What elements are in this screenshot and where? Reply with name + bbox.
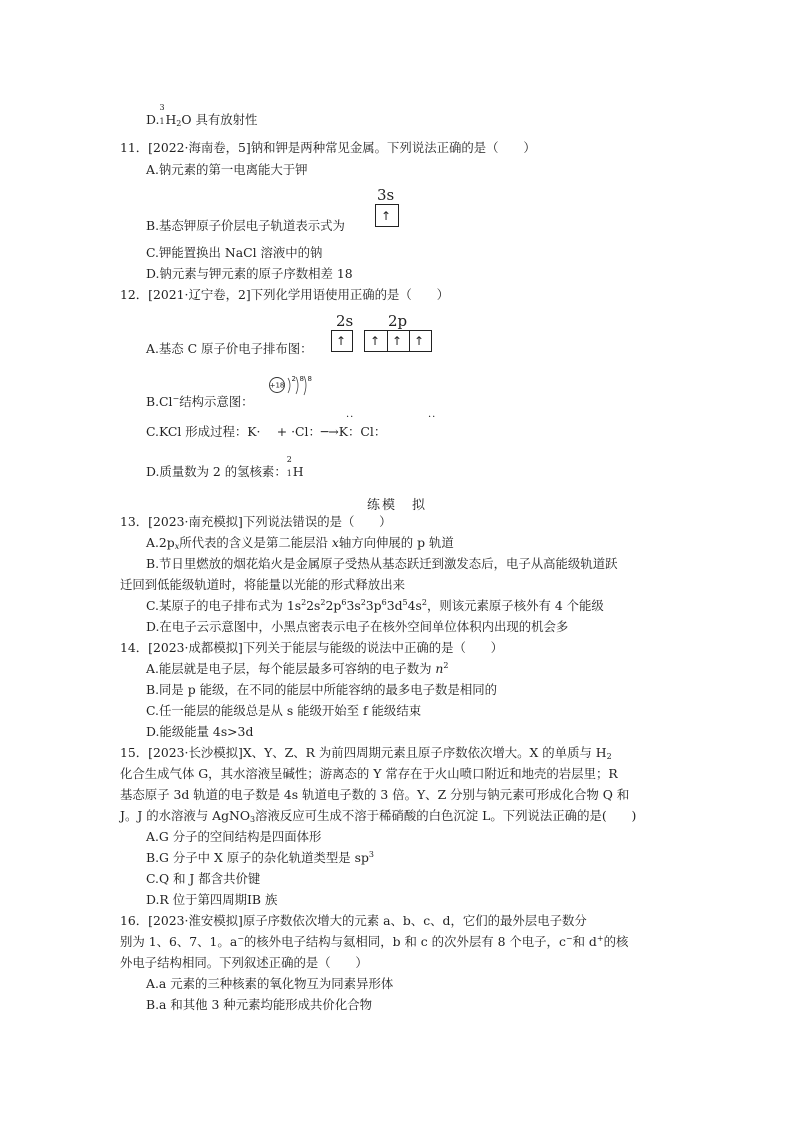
shell-electron-count: 8 <box>299 375 304 383</box>
config-term: 3d <box>386 598 403 613</box>
spin-up-arrow-icon: ↑ <box>392 334 403 348</box>
config-electron-count: 2 <box>320 598 326 607</box>
electron-configuration <box>287 598 427 613</box>
q15-stem-line1 <box>120 745 612 761</box>
q15-option-b <box>146 850 374 866</box>
q12-option-c <box>146 424 386 440</box>
config-electron-count: 2 <box>421 598 427 607</box>
config-term: 4s <box>407 598 422 613</box>
config-electron-count: 6 <box>381 598 387 607</box>
q12-2p-label: 2p <box>388 312 408 330</box>
q16-option-b: B.a 和其他 3 种元素均能形成共价化合物 <box>146 997 372 1012</box>
element-symbol: H <box>165 112 177 127</box>
stem-text: 和 d <box>572 934 597 949</box>
q15-stem-line4 <box>120 808 636 824</box>
element-symbol: Cl <box>295 424 309 439</box>
config-electron-count: 2 <box>360 598 366 607</box>
config-electron-count: 2 <box>301 598 307 607</box>
superscript: − <box>565 934 573 943</box>
subscript: 2 <box>606 752 612 761</box>
q14-option-a <box>146 661 449 677</box>
italic-var: n <box>435 661 444 676</box>
q14-stem: 14．[2023·成都模拟]下列关于能层与能级的说法中正确的是（ ） <box>120 640 504 655</box>
q11-orbital-label: 3s <box>377 186 395 204</box>
spin-up-arrow-icon: ↑ <box>414 334 425 348</box>
option-text: A.2p <box>146 535 175 550</box>
superscript: 2 <box>443 661 449 670</box>
q13-option-b-line2: 迁回到低能级轨道时，将能量以光能的形式释放出来 <box>120 577 405 592</box>
nucleus-charge: +18 <box>269 381 285 390</box>
q10-option-d <box>146 103 258 128</box>
option-text: 结构示意图： <box>179 394 254 409</box>
q15-option-a: A.G 分子的空间结构是四面体形 <box>146 829 322 844</box>
config-term: 3p <box>365 598 382 613</box>
q12-2s-box <box>331 330 353 352</box>
q16-stem-line2 <box>120 934 628 950</box>
q11-option-d: D.钠元素与钾元素的原子序数相差 18 <box>146 266 353 281</box>
q14-option-d: D.能级能量 4s>3d <box>146 724 254 739</box>
option-text: A.能层就是电子层，每个能层最多可容纳的电子数为 <box>146 661 436 676</box>
q13-option-c <box>146 598 604 614</box>
lone-pair-dots: ·· <box>428 412 437 423</box>
section-title: 练模 拟 <box>366 498 427 513</box>
q11-orbital-box <box>375 204 399 227</box>
lone-pair-dots: ·· <box>346 412 355 423</box>
spin-up-arrow-icon: ↑ <box>370 334 381 348</box>
element-symbol: Cl <box>360 424 374 439</box>
q16-option-a: A.a 元素的三种核素的氧化物互为同素异形体 <box>146 976 394 991</box>
mass-number: 3 <box>159 103 165 112</box>
config-term: 2p <box>325 598 342 613</box>
option-text: ，则该元素原子核外有 4 个能级 <box>426 598 604 613</box>
stem-text: 溶液反应可生成不溶于稀硝酸的白色沉淀 L。下列说法正确的是( ) <box>255 808 637 823</box>
q15-stem-line2: 化合生成气体 G，其水溶液呈碱性；游离态的 Y 常存在于火山喷口附近和地壳的岩层里；R <box>120 766 618 781</box>
shell-electron-count: 2 <box>291 375 296 383</box>
italic-var: x <box>331 535 339 550</box>
electron-shell-arc <box>304 376 306 395</box>
option-text: ： <box>373 424 387 439</box>
stem-text: 的核外电子结构与氦相同，b 和 c 的次外层有 8 个电子，c <box>243 934 566 949</box>
option-text: C.某原子的电子排布式为 <box>146 598 287 613</box>
electron-shell-arc <box>296 377 298 394</box>
config-electron-count: 5 <box>402 598 408 607</box>
q13-stem: 13．[2023·南充模拟]下列说法错误的是（ ） <box>120 514 392 529</box>
stem-text: 15．[2023·长沙模拟]X、Y、Z、R 为前四周期元素且原子序数依次增大。X 的单质与 H <box>120 745 607 760</box>
q14-option-b: B.同是 p 能级，在不同的能层中所能容纳的最多电子数是相同的 <box>146 682 498 697</box>
q13-option-a <box>146 535 454 551</box>
q15-option-d: D.R 位于第四周期ⅠB 族 <box>146 892 278 907</box>
q13-option-d: D.在电子云示意图中，小黑点密表示电子在核外空间单位体积内出现的机会多 <box>146 619 569 634</box>
q12-stem: 12．[2021·辽宁卷，2]下列化学用语使用正确的是（ ） <box>120 287 449 302</box>
formation-arrow: ：─→K： <box>308 424 361 439</box>
q11-stem: 11．[2022·海南卷，5]钠和钾是两种常见金属。下列说法正确的是（ ） <box>120 140 536 155</box>
option-prefix: D. <box>146 112 160 127</box>
config-term: 1s <box>286 598 302 613</box>
atomic-number: 1 <box>286 469 292 478</box>
q11-option-c: C.钾能置换出 NaCl 溶液中的钠 <box>146 245 323 260</box>
isotope-notation <box>286 455 293 478</box>
q12-2s-label: 2s <box>336 312 354 330</box>
atomic-number: 1 <box>159 117 165 126</box>
subscript: x <box>174 542 180 551</box>
superscript: − <box>172 394 180 403</box>
stem-text: 的核 <box>603 934 629 949</box>
cell-divider <box>387 331 388 351</box>
spin-up-arrow-icon: ↑ <box>336 334 347 348</box>
superscript: + <box>596 934 604 943</box>
mass-number: 2 <box>286 455 292 464</box>
option-text: 轴方向伸展的 p 轨道 <box>338 535 454 550</box>
stem-text: 别为 1、6、7、1。a <box>120 934 238 949</box>
cell-divider <box>409 331 410 351</box>
subscript: 3 <box>250 815 256 824</box>
option-text: B.G 分子中 X 原子的杂化轨道类型是 sp <box>146 850 369 865</box>
q13-option-b-line1: B.节日里燃放的烟花焰火是金属原子受热从基态跃迁到激发态后，电子从高能级轨道跃 <box>146 556 618 571</box>
superscript: 3 <box>368 850 374 859</box>
stem-text: J。J 的水溶液与 AgNO <box>120 808 251 823</box>
config-electron-count: 6 <box>341 598 347 607</box>
shell-electron-count: 8 <box>307 375 312 383</box>
q11-option-a: A.钠元素的第一电离能大于钾 <box>146 162 308 177</box>
q16-stem-line1: 16．[2023·淮安模拟]原子序数依次增大的元素 a、b、c、d，它们的最外层电子数分 <box>120 913 587 928</box>
superscript: − <box>237 934 244 943</box>
q12-option-a: A.基态 C 原子价电子排布图： <box>146 341 313 356</box>
option-text: D.质量数为 2 的氢核素： <box>146 464 287 479</box>
option-text: 所代表的含义是第二能层沿 <box>179 535 332 550</box>
isotope-notation <box>159 103 165 126</box>
config-term: 3s <box>346 598 361 613</box>
option-text: B.Cl <box>146 394 173 409</box>
q12-option-d <box>146 455 304 480</box>
q12-2p-box <box>364 330 432 352</box>
option-text: C.KCl 形成过程：K· + · <box>146 424 296 439</box>
q15-stem-line3: 基态原子 3d 轨道的电子数是 4s 轨道电子数的 3 倍。Y、Z 分别与钠元素可形成化合物 Q 和 <box>120 787 630 802</box>
q14-option-c: C.任一能层的能级总是从 s 能级开始至 f 能级结束 <box>146 703 422 718</box>
subscript: 2 <box>176 119 182 128</box>
option-text: O 具有放射性 <box>181 112 258 127</box>
q15-option-c: C.Q 和 J 都含共价键 <box>146 871 261 886</box>
electron-shell-arc <box>288 378 290 393</box>
config-term: 2s <box>306 598 321 613</box>
q12-option-b <box>146 394 254 410</box>
cl-ion-structure-diagram <box>268 374 320 404</box>
q16-stem-line3: 外电子结构相同。下列叙述正确的是（ ） <box>120 955 368 970</box>
q11-option-b: B.基态钾原子价层电子轨道表示式为 <box>146 218 345 233</box>
element-symbol: H <box>292 464 304 479</box>
spin-up-arrow-icon: ↑ <box>381 209 392 223</box>
